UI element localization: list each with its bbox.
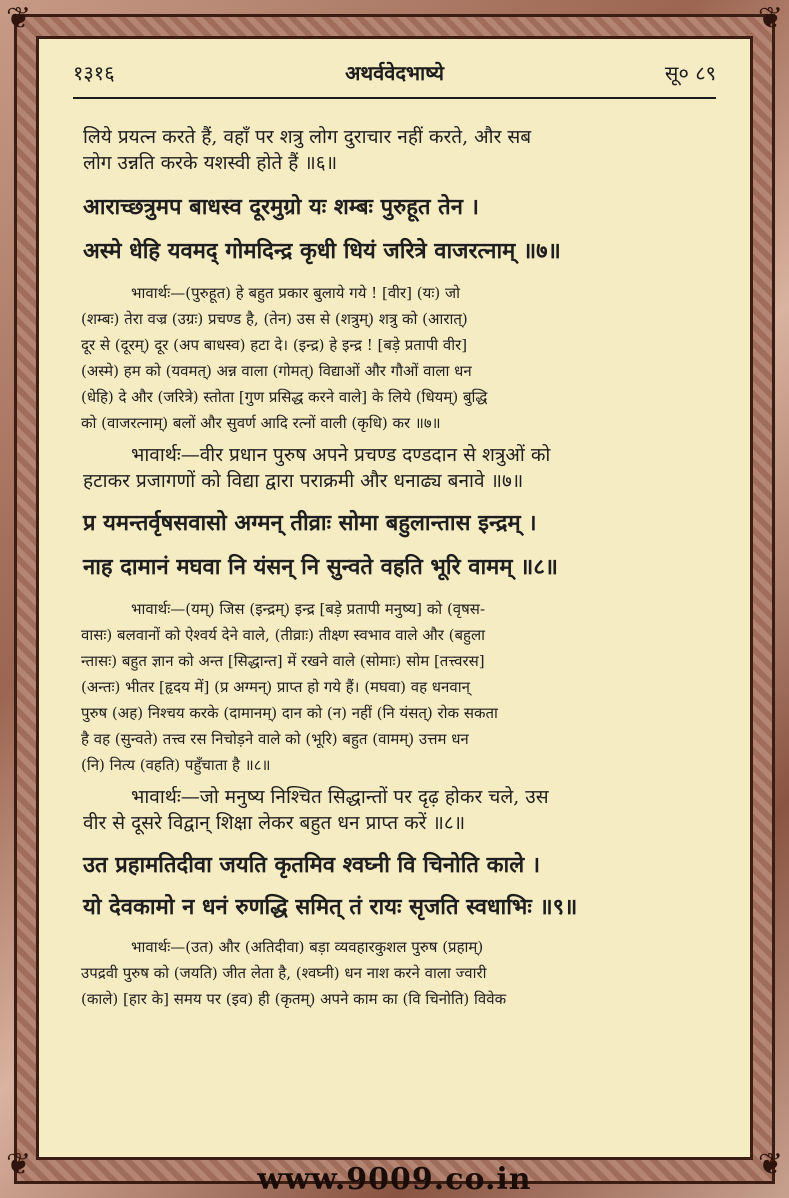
verse-line: अस्मे धेहि यवमद् गोमदिन्द्र कृधी धियं जरित्रे वाजरत्नाम् ॥७॥	[83, 238, 561, 264]
text-line: भावार्थः—वीर प्रधान पुरुष अपने प्रचण्ड दण्डदान से शत्रुओं को	[131, 444, 551, 466]
text-line: (नि) नित्य (वहति) पहुँचाता है ॥८॥	[81, 756, 271, 774]
text-line: वासः) बलवानों को ऐश्वर्य देने वाले, (तीव्राः) तीक्ष्ण स्वभाव वाले और (बहुला	[81, 626, 486, 644]
book-title: अथर्ववेदभाष्ये	[345, 61, 444, 85]
verse-line: नाह दामानं मघवा नि यंसन् नि सुन्वते वहति भूरि वामम् ॥८॥	[83, 554, 558, 580]
text-line: भावार्थः—(उत) और (अतिदीवा) बड़ा व्यवहारकुशल पुरुष (प्रहाम्)	[131, 938, 484, 956]
text-line: लोग उन्नति करके यशस्वी होते हैं ॥६॥	[83, 152, 338, 174]
header-divider	[73, 97, 716, 99]
text-line: दूर से (दूरम्) दूर (अप बाधस्व) हटा दे। (इन्द्र) हे इन्द्र ! [बड़े प्रतापी वीर]	[81, 336, 468, 354]
text-line: वीर से दूसरे विद्वान् शिक्षा लेकर बहुत धन प्राप्त करें ॥८॥	[83, 812, 466, 834]
corner-ornament-icon: ❦	[6, 1, 32, 36]
text-line: भावार्थः—(पुरुहूत) हे बहुत प्रकार बुलाये गये ! [वीर] (यः) जो	[131, 284, 461, 302]
website-watermark: www.9009.co.in	[257, 1162, 532, 1197]
text-line: (अस्मे) हम को (यवमत्) अन्न वाला (गोमत्) विद्याओं और गौओं वाला धन	[81, 362, 472, 380]
corner-ornament-icon: ❦	[6, 1147, 32, 1182]
verse-line: यो देवकामो न धनं रुणद्धि समित् तं रायः सृजति स्वधाभिः ॥९॥	[83, 894, 578, 920]
sukta-number: सू० ८९	[664, 61, 716, 85]
book-page	[36, 36, 753, 1160]
corner-ornament-icon: ❦	[757, 1147, 783, 1182]
text-line: न्तासः) बहुत ज्ञान को अन्त [सिद्धान्त] में रखने वाले (सोमाः) सोम [तत्त्वरस]	[81, 652, 485, 670]
text-line: (शम्बः) तेरा वज्र (उग्रः) प्रचण्ड है, (तेन) उस से (शत्रुम्) शत्रु को (आरात्)	[81, 310, 468, 328]
text-line: भावार्थः—(यम्) जिस (इन्द्रम्) इन्द्र [बड़े प्रतापी मनुष्य] को (वृषस-	[131, 600, 486, 618]
text-line: भावार्थः—जो मनुष्य निश्चित सिद्धान्तों पर दृढ़ होकर चले, उस	[131, 786, 549, 808]
text-line: है वह (सुन्वते) तत्त्व रस निचोड़ने वाले को (भूरि) बहुत (वामम्) उत्तम धन	[81, 730, 469, 748]
page-header	[73, 59, 716, 89]
corner-ornament-icon: ❦	[757, 1, 783, 36]
verse-line: प्र यमन्तर्वृषसवासो अग्मन् तीव्राः सोमा बहुलान्तास इन्द्रम् ।	[83, 510, 537, 536]
text-line: पुरुष (अह) निश्चय करके (दामानम्) दान को (न) नहीं (नि यंसत्) रोक सकता	[81, 704, 498, 722]
page-number: १३१६	[73, 61, 115, 85]
text-line: को (वाजरत्नाम्) बलों और सुवर्ण आदि रत्नों वाली (कृधि) कर ॥७॥	[81, 414, 441, 432]
verse-line: आराच्छत्रुमप बाधस्व दूरमुग्रो यः शम्बः पुरुहूत तेन ।	[83, 194, 479, 220]
text-line: (काले) [हार के] समय पर (इव) ही (कृतम्) अपने काम का (वि चिनोति) विवेक	[81, 990, 507, 1008]
text-line: हटाकर प्रजागणों को विद्या द्वारा पराक्रमी और धनाढ्य बनावे ॥७॥	[83, 470, 524, 492]
text-line: उपद्रवी पुरुष को (जयति) जीत लेता है, (श्वघ्नी) धन नाश करने वाला ज्वारी	[81, 964, 487, 982]
text-line: (धेहि) दे और (जरित्रे) स्तोता [गुण प्रसिद्ध करने वाले] के लिये (धियम्) बुद्धि	[81, 388, 488, 406]
text-line: (अन्तः) भीतर [हृदय में] (प्र अग्मन्) प्राप्त हो गये हैं। (मघवा) वह धनवान्	[81, 678, 470, 696]
verse-line: उत प्रहामतिदीवा जयति कृतमिव श्वघ्नी वि चिनोति काले ।	[83, 852, 541, 878]
text-line: लिये प्रयत्न करते हैं, वहाँ पर शत्रु लोग दुराचार नहीं करते, और सब	[83, 126, 532, 148]
